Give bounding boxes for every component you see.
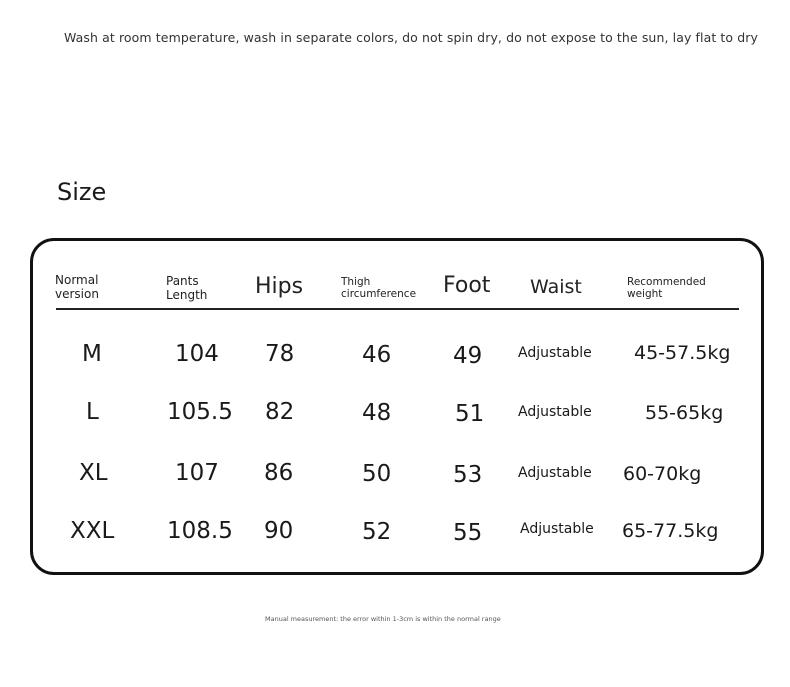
- table-cell-foot: 53: [453, 462, 483, 488]
- table-cell-size: XL: [79, 460, 108, 486]
- table-cell-waist: Adjustable: [518, 345, 592, 361]
- care-instructions: Wash at room temperature, wash in separate colors, do not spin dry, do not expose to the sun, lay flat to dry: [64, 30, 759, 45]
- header-pants-length: Pants Length: [166, 274, 208, 302]
- table-cell-length: 104: [175, 341, 219, 367]
- table-cell-weight: 45-57.5kg: [634, 342, 731, 364]
- table-cell-hips: 86: [264, 460, 294, 486]
- header-normal-version: Normal version: [55, 273, 99, 301]
- table-cell-waist: Adjustable: [518, 465, 592, 481]
- table-cell-length: 107: [175, 460, 219, 486]
- table-cell-size: L: [86, 399, 99, 425]
- table-cell-size: M: [82, 341, 102, 367]
- table-cell-thigh: 46: [362, 342, 392, 368]
- header-hips: Hips: [255, 274, 304, 299]
- measurement-footnote: Manual measurement: the error within 1-3cm is within the normal range: [265, 615, 501, 623]
- header-recommended-weight: Recommended weight: [627, 276, 706, 300]
- table-cell-waist: Adjustable: [520, 521, 594, 537]
- table-cell-foot: 51: [455, 401, 485, 427]
- table-cell-foot: 55: [453, 520, 483, 546]
- table-cell-hips: 78: [265, 341, 295, 367]
- table-cell-weight: 55-65kg: [645, 402, 724, 424]
- header-foot: Foot: [443, 273, 491, 298]
- table-cell-weight: 65-77.5kg: [622, 520, 719, 542]
- table-cell-foot: 49: [453, 343, 483, 369]
- table-cell-hips: 82: [265, 399, 295, 425]
- table-cell-size: XXL: [70, 518, 115, 544]
- header-divider: [56, 308, 739, 310]
- table-cell-thigh: 48: [362, 400, 392, 426]
- table-cell-length: 105.5: [167, 399, 233, 425]
- table-cell-thigh: 50: [362, 461, 392, 487]
- table-cell-thigh: 52: [362, 519, 392, 545]
- table-cell-length: 108.5: [167, 518, 233, 544]
- header-thigh-circumference: Thigh circumference: [341, 276, 417, 300]
- table-cell-waist: Adjustable: [518, 404, 592, 420]
- header-waist: Waist: [530, 276, 582, 298]
- table-cell-weight: 60-70kg: [623, 463, 702, 485]
- size-title: Size: [57, 178, 107, 206]
- table-cell-hips: 90: [264, 518, 294, 544]
